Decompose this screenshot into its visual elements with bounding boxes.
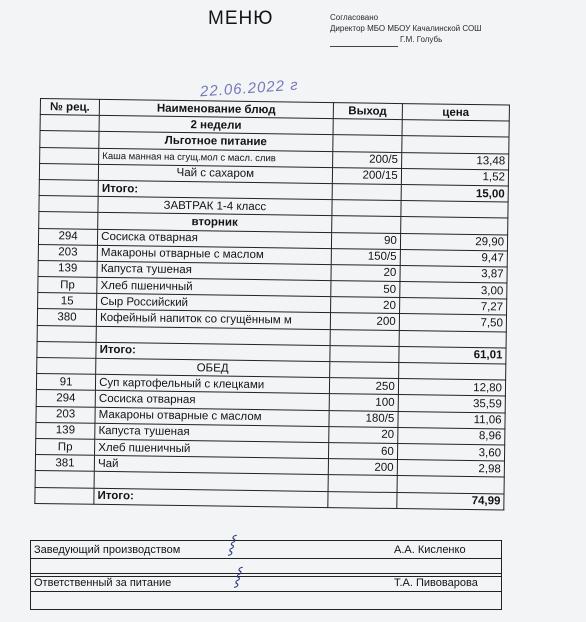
dish-name: Макароны отварные с маслом <box>95 407 329 426</box>
column-header: № рец. <box>40 99 99 116</box>
dish-price: 11,06 <box>398 411 505 429</box>
handwritten-date: 22.06.2022 г <box>199 76 300 101</box>
total-value: 61,01 <box>399 346 506 364</box>
total-label: Итого: <box>94 488 328 507</box>
recipe-code: 381 <box>35 455 94 472</box>
dish-output: 200/15 <box>332 167 401 184</box>
dish-output: 60 <box>328 442 397 459</box>
dish-output: 200/5 <box>332 151 401 168</box>
dish-price: 29,90 <box>400 233 507 251</box>
dish-name: Чай с сахаром <box>98 164 332 183</box>
dish-price: 35,59 <box>398 395 505 413</box>
meal-title: ЗАВТРАК 1-4 класс <box>98 196 332 215</box>
dish-name: Кофейный напиток со сгущённым м <box>96 310 330 329</box>
dish-price: 7,27 <box>399 298 506 316</box>
dish-price: 12,80 <box>398 379 505 397</box>
section-label: Льготное питание <box>99 132 333 151</box>
approval-block <box>330 12 482 45</box>
meal-title: ОБЕД <box>96 358 330 377</box>
responsible-label: Ответственный за питание <box>34 576 172 589</box>
approval-signature-line <box>330 46 398 47</box>
manager-signature-block <box>30 540 502 577</box>
total-label: Итого: <box>96 342 330 361</box>
dish-price: 2,98 <box>397 460 504 478</box>
dish-name: Хлеб пшеничный <box>95 439 329 458</box>
dish-output: 250 <box>329 378 398 395</box>
total-value: 74,99 <box>397 492 504 510</box>
recipe-code: 139 <box>36 422 95 439</box>
responsible-signature-block <box>30 573 502 610</box>
recipe-code: Пр <box>36 438 95 455</box>
column-header: Выход <box>333 103 402 120</box>
dish-name: Капуста тушеная <box>95 423 329 442</box>
recipe-code: 294 <box>36 390 95 407</box>
recipe-code: 294 <box>38 228 97 245</box>
dish-price: 8,96 <box>397 427 504 445</box>
total-label: Итого: <box>98 180 332 199</box>
dish-name: Суп картофельный с клецками <box>96 374 330 393</box>
dish-price: 9,47 <box>400 249 507 267</box>
recipe-code: 380 <box>37 309 96 326</box>
responsible-signature: ⸾ <box>234 566 241 586</box>
dish-name: Сыр Российский <box>97 294 331 313</box>
recipe-code: 203 <box>36 406 95 423</box>
dish-price: 7,50 <box>399 314 506 332</box>
dish-name: Сосиска отварная <box>98 229 332 248</box>
recipe-code: 203 <box>38 244 97 261</box>
recipe-code: 91 <box>36 374 95 391</box>
dish-price: 3,87 <box>400 265 507 283</box>
dish-output: 200 <box>330 313 399 330</box>
dish-name: Макароны отварные с маслом <box>97 245 331 264</box>
dish-price: 3,60 <box>397 443 504 461</box>
approval-line-2: Директор МБО МБОУ Качалинской СОШ <box>330 24 482 33</box>
dish-name: Каша манная на сгущ.мол с масл. слив <box>99 148 333 167</box>
dish-output: 180/5 <box>329 410 398 427</box>
dish-output: 20 <box>331 264 400 281</box>
menu-table <box>34 98 510 510</box>
manager-signature: ⸾ <box>228 534 235 554</box>
dish-output: 90 <box>331 232 400 249</box>
column-header: цена <box>402 104 509 122</box>
dish-output: 20 <box>328 426 397 443</box>
responsible-name: Т.А. Пивоварова <box>394 576 478 589</box>
column-header: Наименование блюд <box>99 99 333 118</box>
dish-name: Чай <box>94 455 328 474</box>
dish-output: 100 <box>329 394 398 411</box>
dish-name: Капуста тушеная <box>97 261 331 280</box>
dish-output: 20 <box>330 297 399 314</box>
dish-name: Сосиска отварная <box>95 391 329 410</box>
page-title: МЕНЮ <box>208 8 274 29</box>
dish-output: 50 <box>330 281 399 298</box>
dish-output: 150/5 <box>331 248 400 265</box>
dish-price: 3,00 <box>399 282 506 300</box>
dish-price: 13,48 <box>401 152 508 170</box>
recipe-code: 15 <box>38 293 97 310</box>
approval-line-3: Г.М. Голубь <box>400 35 443 44</box>
recipe-code: 139 <box>38 260 97 277</box>
manager-label: Заведующий производством <box>34 543 181 556</box>
approval-line-1: Согласовано <box>330 13 379 22</box>
week-label: 2 недели <box>99 116 333 135</box>
dish-output: 200 <box>328 459 397 476</box>
manager-name: А.А. Кисленко <box>394 543 466 556</box>
total-value: 15,00 <box>401 184 508 202</box>
day-label: вторник <box>98 213 332 232</box>
dish-name: Хлеб пшеничный <box>97 277 331 296</box>
recipe-code: Пр <box>38 277 97 294</box>
dish-price: 1,52 <box>401 168 508 186</box>
